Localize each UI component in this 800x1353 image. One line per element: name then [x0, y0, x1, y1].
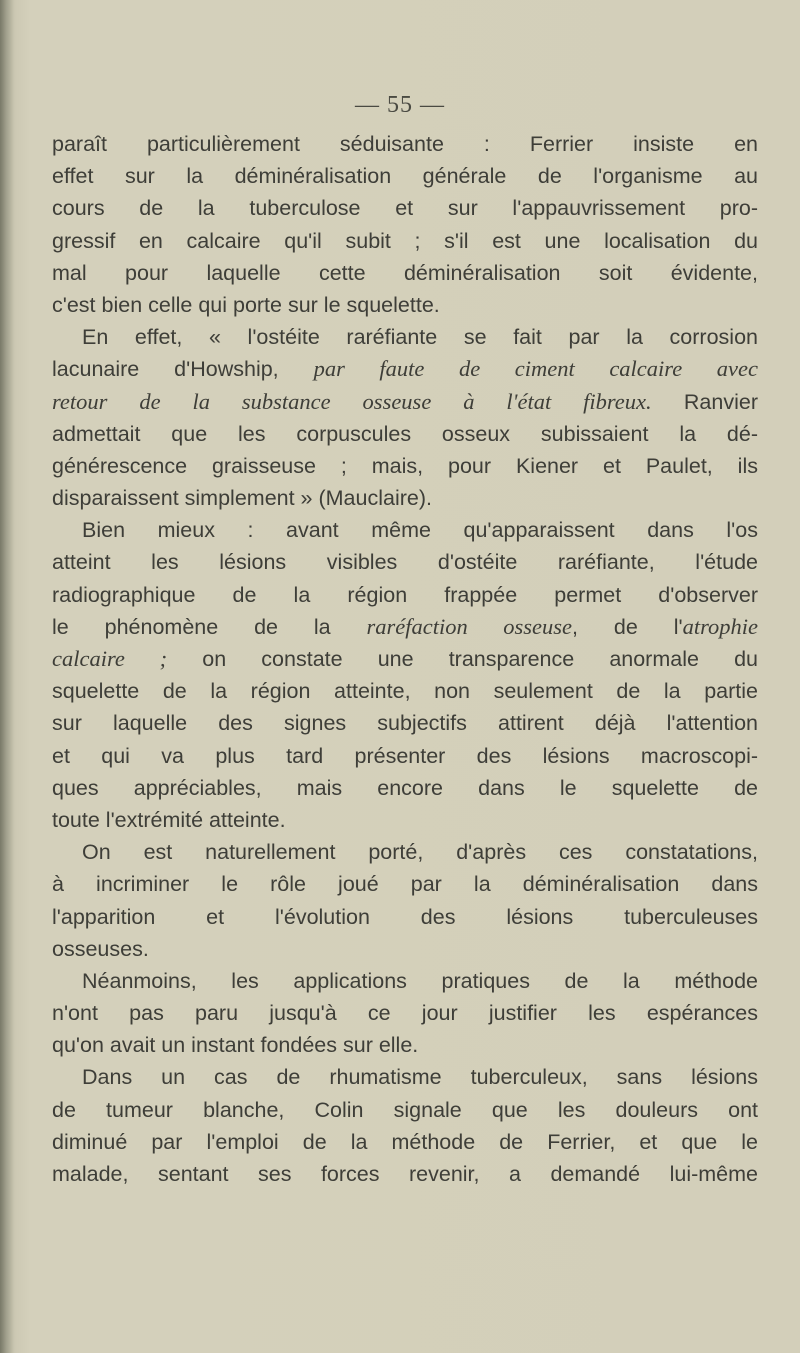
text-line: l'apparition et l'évolution des lésions tuberculeuses	[52, 904, 758, 929]
page-gutter-shadow	[0, 0, 14, 1353]
italic-segment: par faute de ciment calcaire avec	[313, 356, 758, 382]
text-line: de tumeur blanche, Colin signale que les douleurs ont	[52, 1097, 758, 1122]
text-line: cours de la tuberculose et sur l'appauvrissement pro-	[52, 196, 758, 221]
text-line: c'est bien celle qui porte sur le squelette.	[52, 292, 440, 317]
text-segment: , de l'	[572, 614, 683, 639]
text-line: Bien mieux : avant même qu'apparaissent dans l'os	[82, 518, 758, 543]
text-line	[52, 386, 758, 418]
text-line: disparaissent simplement » (Mauclaire).	[52, 486, 432, 511]
text-segment: Ranvier	[651, 389, 758, 414]
text-line	[52, 353, 758, 385]
italic-segment: atrophie	[682, 613, 759, 639]
text-line: paraît particulièrement séduisante : Ferrier insiste en	[52, 132, 758, 156]
text-line	[52, 611, 758, 643]
text-line: qu'on avait un instant fondées sur elle.	[52, 1033, 419, 1058]
text-line: sur laquelle des signes subjectifs attirent déjà l'attention	[52, 711, 758, 736]
text-line: En effet, « l'ostéite raréfiante se fait par la corrosion	[82, 325, 758, 350]
text-line: atteint les lésions visibles d'ostéite raréfiante, l'étude	[52, 550, 758, 575]
body-text	[52, 128, 758, 1190]
text-line: ques appréciables, mais encore dans le squelette de	[52, 775, 758, 800]
text-segment: lacunaire d'Howship,	[52, 357, 314, 382]
text-line: effet sur la déminéralisation générale de l'organisme au	[52, 164, 758, 189]
italic-segment: calcaire ;	[52, 646, 168, 671]
italic-segment: retour de la substance osseuse à l'état fibreux.	[52, 388, 652, 414]
text-line: squelette de la région atteinte, non seulement de la partie	[52, 679, 758, 704]
text-line	[52, 643, 758, 675]
text-line: Dans un cas de rhumatisme tuberculeux, sans lésions	[82, 1065, 758, 1090]
text-line: osseuses.	[52, 936, 149, 961]
text-line: radiographique de la région frappée permet d'observer	[52, 582, 758, 607]
text-line: malade, sentant ses forces revenir, a demandé lui-même	[52, 1162, 758, 1186]
text-line: toute l'extrémité atteinte.	[52, 807, 286, 832]
text-line: mal pour laquelle cette déminéralisation soit évidente,	[52, 260, 758, 285]
text-line: gressif en calcaire qu'il subit ; s'il est une localisation du	[52, 228, 758, 253]
text-line: admettait que les corpuscules osseux subissaient la dé-	[52, 421, 758, 446]
text-segment: le phénomène de la	[52, 614, 367, 639]
text-segment: on constate une transparence anormale du	[167, 647, 758, 671]
text-line: Néanmoins, les applications pratiques de la méthode	[82, 968, 758, 993]
text-line: diminué par l'emploi de la méthode de Ferrier, et que le	[52, 1129, 758, 1154]
text-line: à incriminer le rôle joué par la déminéralisation dans	[52, 872, 758, 897]
page-number: — 55 —	[355, 92, 445, 118]
text-line: On est naturellement porté, d'après ces constatations,	[82, 840, 758, 865]
text-line: et qui va plus tard présenter des lésions macroscopi-	[52, 743, 758, 768]
italic-segment: raréfaction osseuse	[366, 613, 573, 639]
text-line: n'ont pas paru jusqu'à ce jour justifier les espérances	[52, 1001, 758, 1026]
text-line: générescence graisseuse ; mais, pour Kiener et Paulet, ils	[52, 453, 758, 478]
